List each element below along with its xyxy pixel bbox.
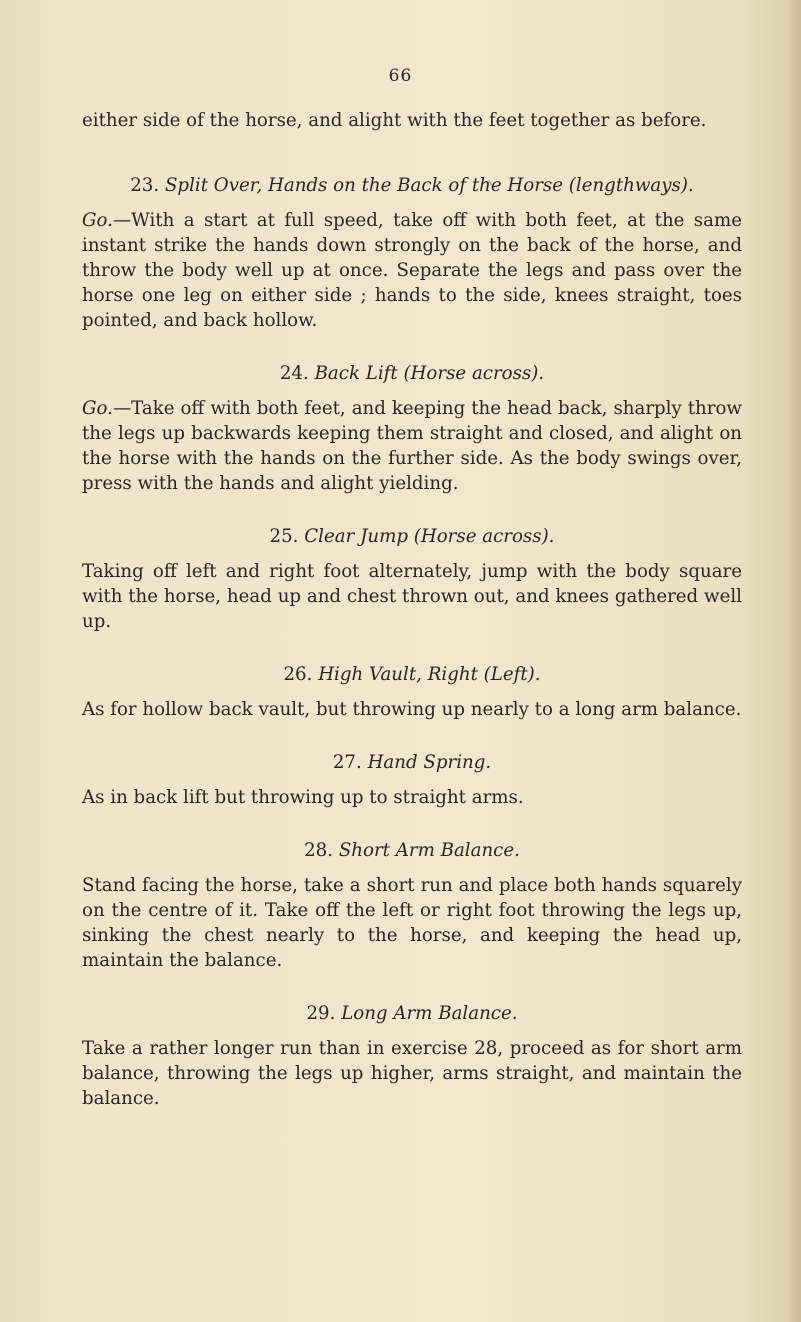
section-heading bbox=[82, 173, 742, 198]
section-number: 28. bbox=[304, 840, 334, 861]
section-title: Clear Jump (Horse across). bbox=[304, 526, 555, 547]
section-28 bbox=[82, 838, 742, 973]
section-body bbox=[82, 396, 742, 496]
section-title: Short Arm Balance. bbox=[338, 840, 520, 861]
section-body: Take a rather longer run than in exercise 28, proceed as for short arm balance, throwing the legs up higher, arms straight, and maintain the balance. bbox=[82, 1038, 742, 1109]
page-number: 66 bbox=[388, 66, 413, 86]
section-body: As in back lift but throwing up to straight arms. bbox=[82, 787, 524, 808]
section-number: 23. bbox=[130, 175, 160, 196]
section-body: Stand facing the horse, take a short run and place both hands squarely on the centre of it. Take off the left or right foot throwing the legs up, sinking the chest nearly to the horse, and keeping the head up, maintain the balance. bbox=[82, 875, 742, 971]
section-body: Taking off left and right foot alternately, jump with the body square with the horse, head up and chest thrown out, and knees gathered well up. bbox=[82, 561, 742, 632]
section-26 bbox=[82, 662, 742, 722]
section-27 bbox=[82, 750, 742, 810]
section-number: 25. bbox=[269, 526, 299, 547]
section-body: As for hollow back vault, but throwing up nearly to a long arm balance. bbox=[82, 699, 742, 720]
section-heading bbox=[82, 662, 742, 687]
section-text: —Take off with both feet, and keeping the head back, sharply throw the legs up backwards keeping them straight and closed, and alight on the horse with the hands on the further side. As the body swings over, press with the hands and alight yielding. bbox=[82, 398, 742, 494]
section-heading bbox=[82, 1001, 742, 1026]
section-title: Back Lift (Horse across). bbox=[314, 363, 545, 384]
section-lead: Go. bbox=[82, 398, 113, 419]
section-title: Long Arm Balance. bbox=[341, 1003, 518, 1024]
section-29 bbox=[82, 1001, 742, 1111]
section-number: 26. bbox=[283, 664, 313, 685]
section-heading bbox=[82, 361, 742, 386]
section-heading bbox=[82, 524, 742, 549]
section-title: Split Over, Hands on the Back of the Horse (lengthways). bbox=[164, 175, 694, 196]
intro-paragraph: either side of the horse, and alight with the feet together as before. bbox=[82, 110, 707, 131]
section-number: 29. bbox=[306, 1003, 336, 1024]
section-24 bbox=[82, 361, 742, 496]
page-text bbox=[82, 108, 742, 1111]
page-edge-shadow bbox=[787, 0, 801, 1322]
section-title: High Vault, Right (Left). bbox=[318, 664, 541, 685]
section-23 bbox=[82, 173, 742, 333]
section-title: Hand Spring. bbox=[367, 752, 492, 773]
section-body bbox=[82, 208, 742, 333]
section-25 bbox=[82, 524, 742, 634]
section-number: 24. bbox=[279, 363, 309, 384]
section-text: —With a start at full speed, take off with both feet, at the same instant strike the hands down strongly on the back of the horse, and throw the body well up at once. Separate the legs and pass over the horse one leg on either side ; hands to the side, knees straight, toes pointed, and back hollow. bbox=[82, 210, 742, 331]
section-number: 27. bbox=[332, 752, 362, 773]
section-lead: Go. bbox=[82, 210, 113, 231]
section-heading bbox=[82, 750, 742, 775]
section-heading bbox=[82, 838, 742, 863]
